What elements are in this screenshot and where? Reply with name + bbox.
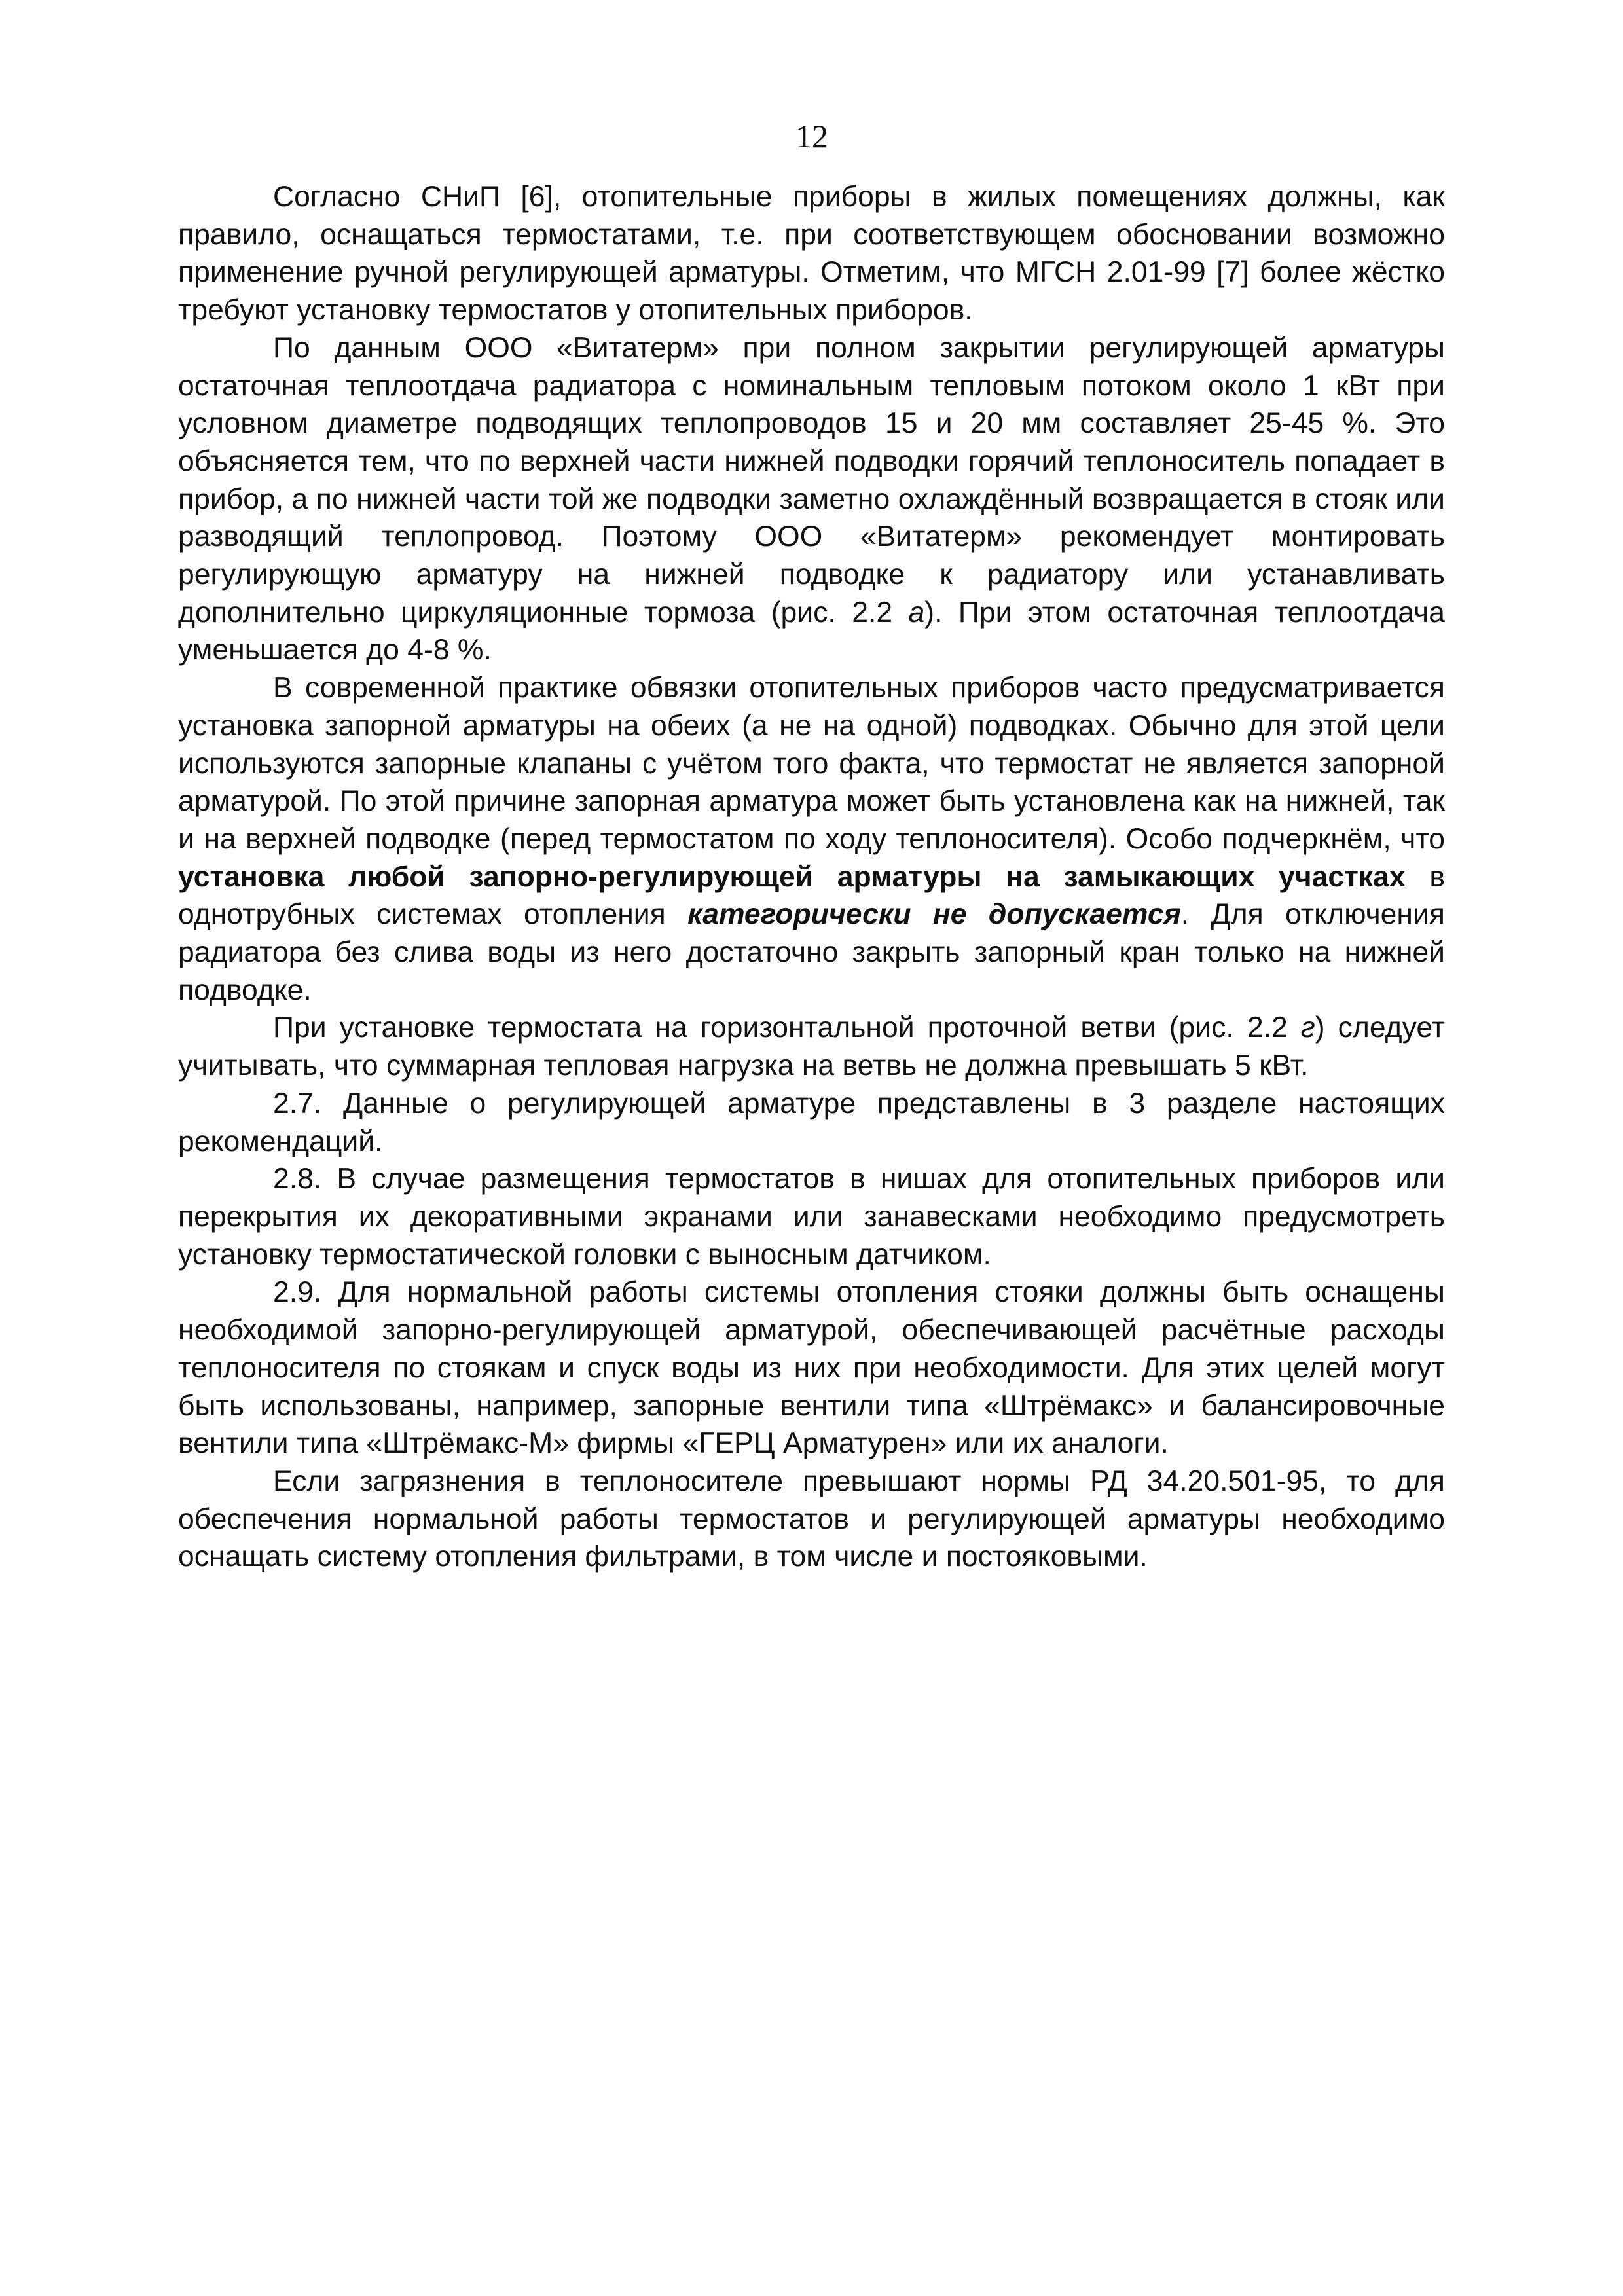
paragraph-text: в однотрубных системах отопления xyxy=(178,860,1445,931)
emphasis-bold-italic: категорически не допускается xyxy=(687,898,1181,931)
paragraph-text: ) следует учитывать, что суммарная тепловая нагрузка на ветвь не должна превышать 5 кВт. xyxy=(178,1011,1445,1082)
paragraph-text: При установке термостата на горизонтальной проточной ветви (рис. 2.2 xyxy=(273,1011,1301,1044)
paragraph-shutoff-valves xyxy=(178,669,1445,1009)
emphasis-bold: установка любой запорно-регулирующей арматуры на замыкающих участках xyxy=(178,860,1406,893)
paragraph-text: 2.7. Данные о регулирующей арматуре представлены в 3 разделе настоящих рекомендаций. xyxy=(178,1087,1445,1157)
paragraph-residual-heat-output xyxy=(178,329,1445,669)
paragraph-section-2-8 xyxy=(178,1160,1445,1273)
page-number: 12 xyxy=(795,118,828,155)
paragraph-text: В современной практике обвязки отопительных приборов часто предусматривается установка запорной арматуры на обеих (а не на одной) подводках. Обычно для этой цели используются запорные клапаны с учётом того факта, что термостат не является запорной арматурой. По этой причине запорная арматура может быть установлена как на нижней, так и на верхней подводке (перед термостатом по ходу теплоносителя). Особо подчеркнём, что xyxy=(178,672,1445,855)
paragraph-text: ). При этом остаточная теплоотдача уменьшается до 4-8 %. xyxy=(178,596,1445,666)
paragraph-section-2-7 xyxy=(178,1085,1445,1160)
paragraph-section-2-9 xyxy=(178,1273,1445,1463)
paragraph-text: Если загрязнения в теплоносителе превышают нормы РД 34.20.501-95, то для обеспечения нормальной работы термостатов и регулирующей арматуры необходимо оснащать систему отопления фильтрами, в том числе и постояковыми. xyxy=(178,1465,1445,1573)
paragraph-horizontal-branch xyxy=(178,1009,1445,1084)
paragraph-text: По данным ООО «Витатерм» при полном закрытии регулирующей арматуры остаточная теплоотдача радиатора с номинальным тепловым потоком около 1 кВт при условном диаметре подводящих теплопроводов 15 и 20 мм составляет 25-45 %. Это объясняется тем, что по верхней части нижней подводки горячий теплоноситель попадает в прибор, а по нижней части той же подводки заметно охлаждённый возвращается в стояк или разводящий теплопровод. Поэтому ООО «Витатерм» рекомендует монтировать регулирующую арматуру на нижней подводке к радиатору или устанавливать дополнительно циркуляционные тормоза (рис. 2.2 xyxy=(178,331,1445,629)
paragraph-text: Согласно СНиП [6], отопительные приборы в жилых помещениях должны, как правило, оснащаться термостатами, т.е. при соответствующем обосновании возможно применение ручной регулирующей арматуры. Отметим, что МГСН 2.01-99 [7] более жёстко требуют установку термостатов у отопительных приборов. xyxy=(178,181,1445,327)
figure-ref-letter: а xyxy=(908,596,925,629)
document-body xyxy=(178,178,1445,1576)
paragraph-thermostats-requirement xyxy=(178,178,1445,329)
paragraph-text: 2.9. Для нормальной работы системы отопления стояки должны быть оснащены необходимой запорно-регулирующей арматурой, обеспечивающей расчётные расходы теплоносителя по стоякам и спуск воды из них при необходимости. Для этих целей могут быть использованы, например, запорные вентили типа «Штрёмакс» и балансировочные вентили типа «Штрёмакс-М» фирмы «ГЕРЦ Арматурен» или их аналоги. xyxy=(178,1276,1445,1460)
paragraph-text: . Для отключения радиатора без слива воды из него достаточно закрыть запорный кран только на нижней подводке. xyxy=(178,898,1445,1006)
paragraph-text: 2.8. В случае размещения термостатов в нишах для отопительных приборов или перекрытия их декоративными экранами или занавесками необходимо предусмотреть установку термостатической головки с выносным датчиком. xyxy=(178,1163,1445,1271)
paragraph-filters xyxy=(178,1463,1445,1576)
figure-ref-letter: г xyxy=(1300,1011,1315,1044)
